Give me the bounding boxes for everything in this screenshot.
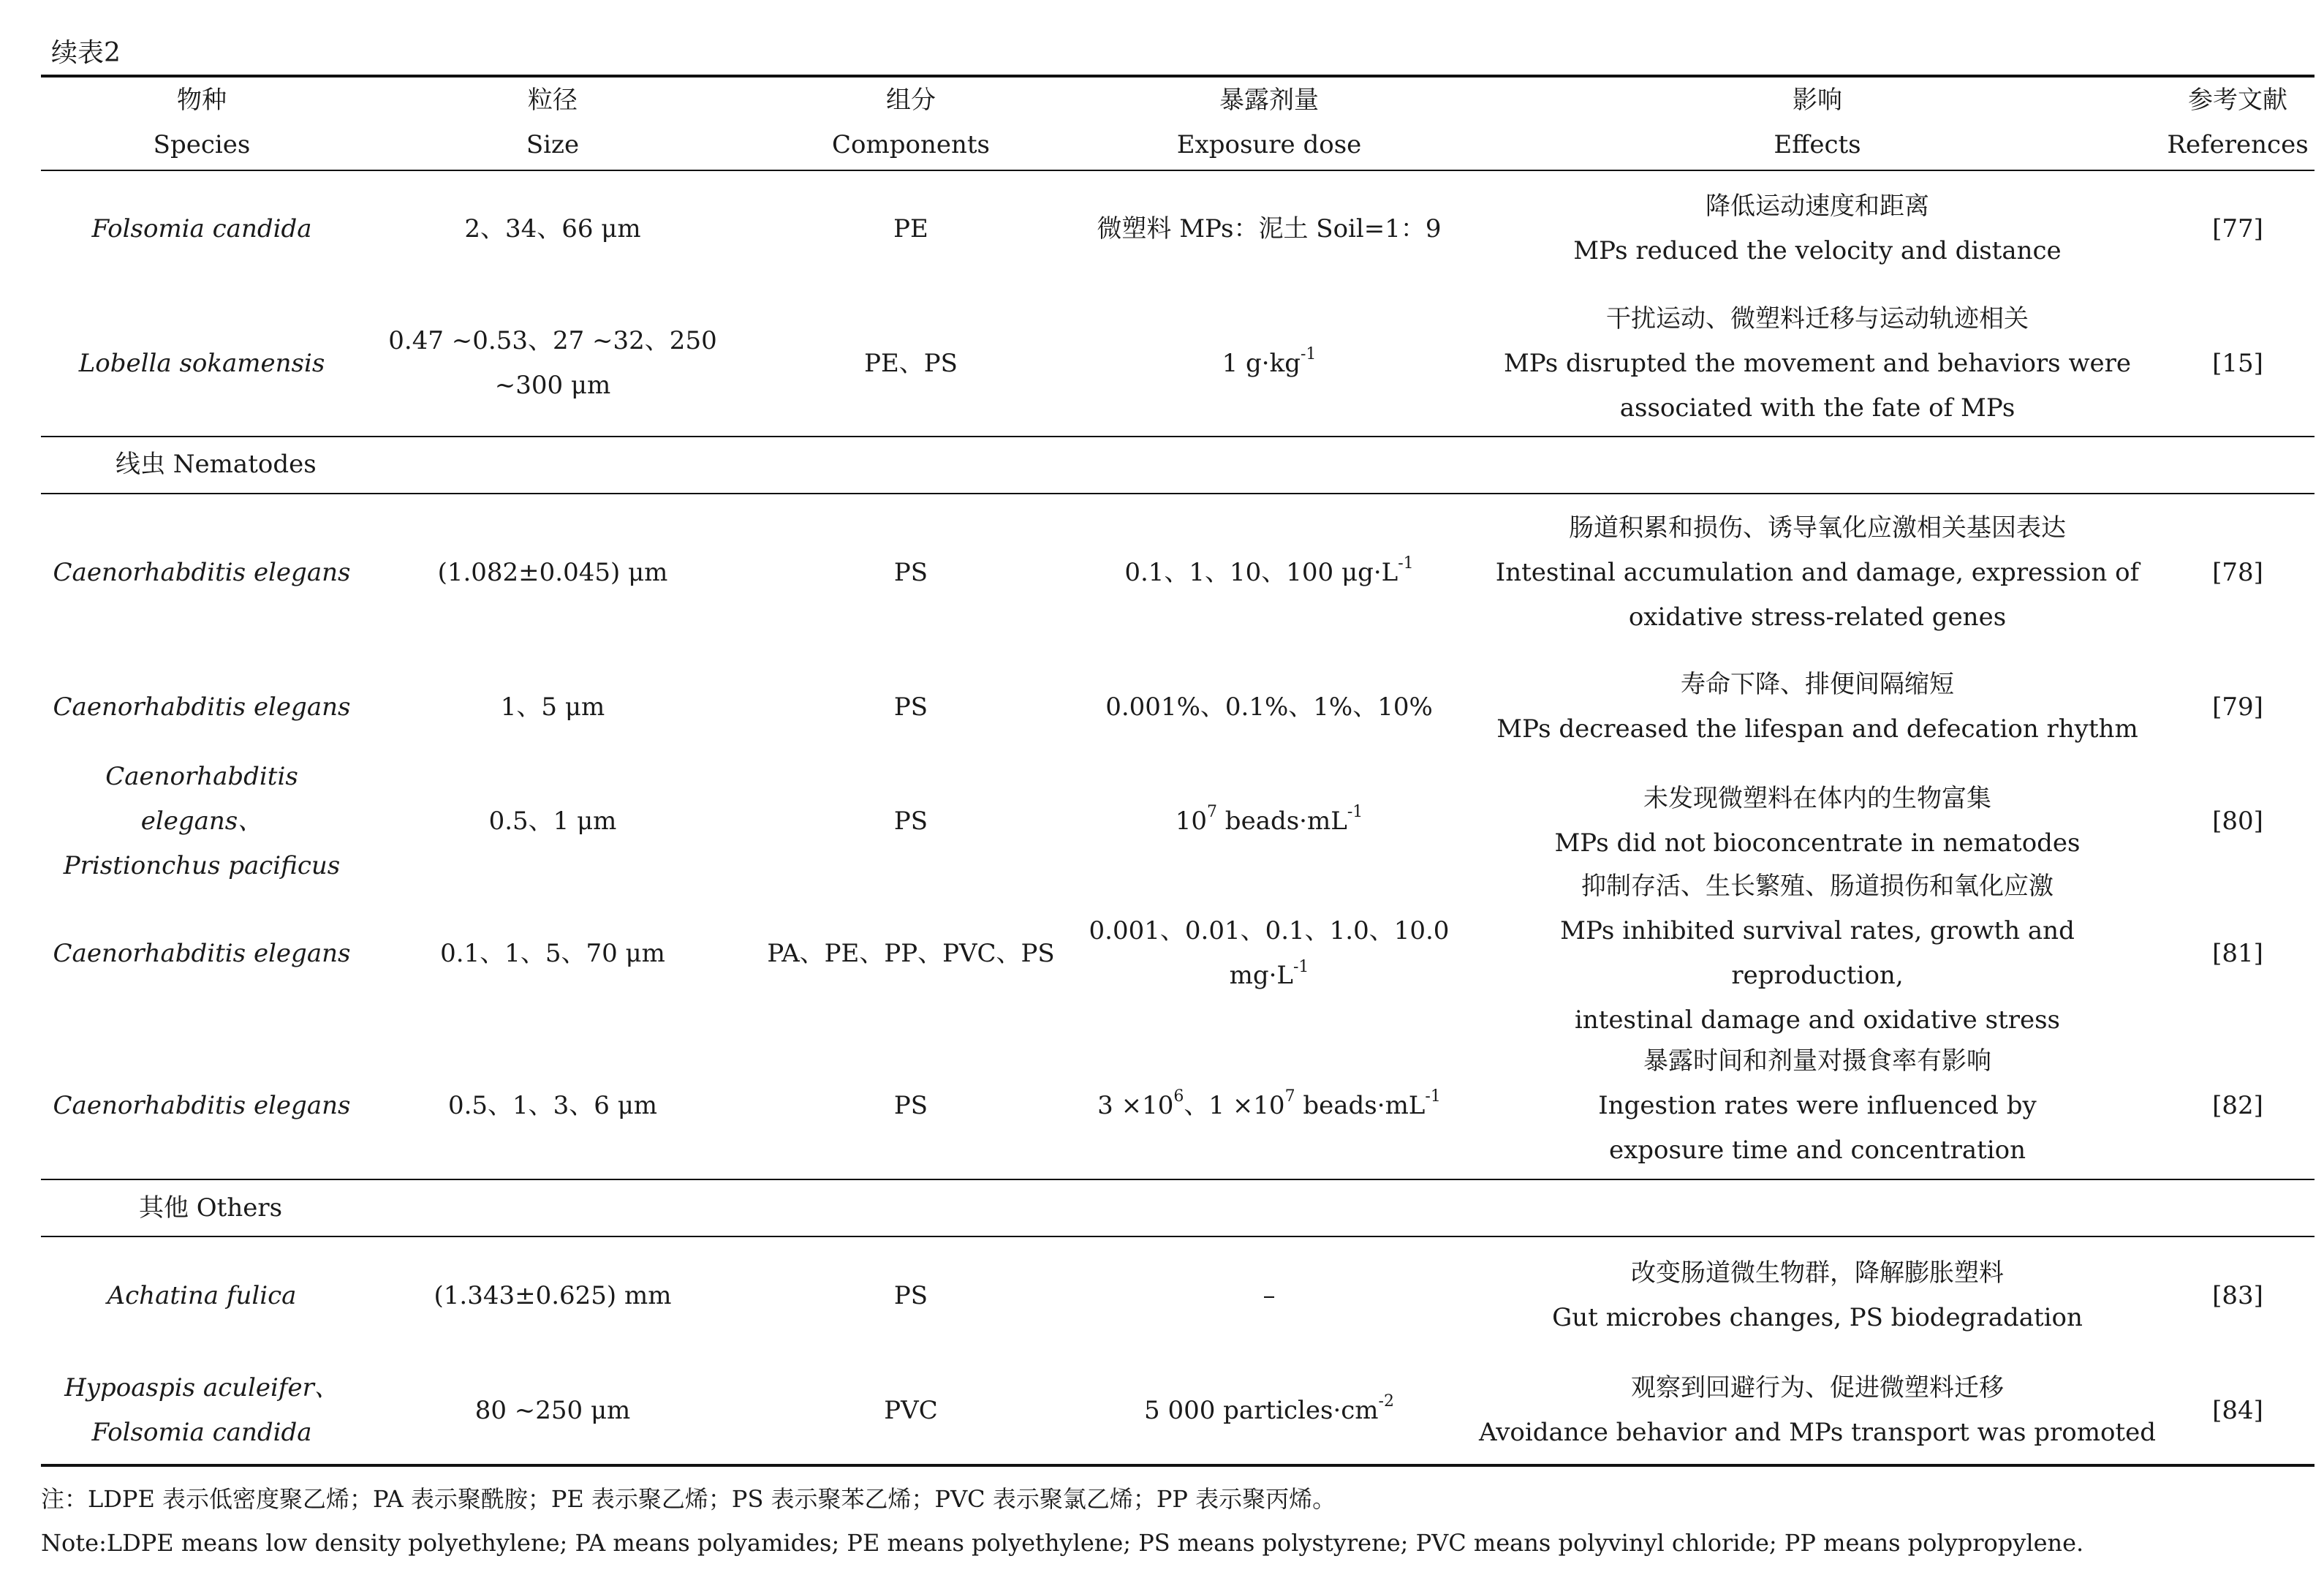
cell-size (363, 1250, 743, 1342)
cell-text: Gut microbes changes, PS biodegradation (1552, 1303, 2083, 1332)
cell-species (41, 505, 363, 641)
cell-size (363, 775, 743, 867)
cell-text: Intestinal accumulation and damage, expression of (1495, 557, 2140, 587)
cell-text: 0.1、1、10、100 μg·L (1124, 557, 1398, 587)
cell-components (757, 1250, 1064, 1342)
cell-text: 80 ~250 μm (474, 1395, 631, 1425)
cell-text: PE、PS (864, 348, 958, 378)
cell-text: 0.1、1、5、70 μm (440, 938, 665, 968)
cell-text: associated with the fate of MPs (1619, 393, 2015, 423)
cell-text: MPs did not bioconcentrate in nematodes (1554, 828, 2081, 858)
section-label-nematodes: 线虫 Nematodes (116, 450, 317, 479)
cell-components (757, 661, 1064, 753)
cell-text: 暴露时间和剂量对摄食率有影响 (1643, 1046, 1991, 1076)
superscript: -1 (1292, 957, 1309, 976)
cell-reference (2161, 1364, 2314, 1457)
cell-text: PS (893, 806, 928, 836)
cell-text: – (1263, 1280, 1276, 1310)
cell-text: [80] (2212, 806, 2263, 836)
cell-text: 0.5、1 μm (488, 806, 617, 836)
cell-species (41, 183, 363, 275)
cell-text: exposure time and concentration (1608, 1135, 2026, 1165)
section-rule (41, 1179, 2314, 1180)
table-note-en: Note:LDPE means low density polyethylene; PA means polyamides; PE means polyethylene; PS means polystyrene; PVC means polyvinyl chloride; PP means polypropylene. (41, 1529, 2084, 1557)
cell-text: Avoidance behavior and MPs transport was promoted (1479, 1418, 2156, 1447)
superscript: -1 (1300, 345, 1317, 364)
cell-reference (2161, 505, 2314, 641)
cell-text: 2、34、66 μm (464, 214, 641, 243)
header-zh: 参考文献 (2188, 86, 2287, 115)
cell-text: MPs inhibited survival rates, growth and reproduction, (1560, 916, 2075, 990)
cell-reference (2161, 295, 2314, 431)
cell-components (757, 1038, 1064, 1174)
cell-text: PE (893, 214, 928, 243)
cell-size (363, 295, 743, 431)
cell-text: 未发现微塑料在体内的生物富集 (1643, 784, 1991, 813)
cell-text: Lobella sokamensis (78, 348, 325, 378)
superscript: -1 (1398, 554, 1414, 573)
cell-effects (1474, 183, 2161, 275)
superscript: -1 (1347, 803, 1363, 822)
header-en: Exposure dose (1176, 130, 1362, 159)
cell-text (1176, 799, 1363, 844)
cell-text: 0.47 ~0.53、27 ~32、250 ~300 μm (388, 326, 717, 400)
cell-reference (2161, 661, 2314, 753)
superscript: -2 (1378, 1392, 1394, 1411)
cell-components (757, 885, 1064, 1022)
table-caption: 续表2 (51, 38, 121, 68)
cell-reference (2161, 1250, 2314, 1342)
superscript: -1 (1425, 1087, 1441, 1106)
cell-effects (1474, 661, 2161, 753)
cell-text: 微塑料 MPs：泥土 Soil=1：9 (1097, 214, 1442, 243)
cell-text: (1.082±0.045) μm (437, 557, 668, 587)
header-en: Size (526, 130, 580, 159)
cell-effects (1474, 1364, 2161, 1457)
cell-reference (2161, 775, 2314, 867)
cell-text: PVC (884, 1395, 938, 1425)
cell-text: 观察到回避行为、促进微塑料迁移 (1631, 1373, 2004, 1402)
cell-text (1097, 1084, 1441, 1128)
cell-effects (1474, 872, 2161, 1035)
cell-effects (1474, 505, 2161, 641)
cell-dose (1064, 295, 1474, 431)
superscript: 6 (1173, 1087, 1184, 1106)
cell-dose (1064, 775, 1474, 867)
cell-dose (1064, 885, 1474, 1022)
section-rule (41, 436, 2314, 437)
cell-text: 寿命下降、排便间隔缩短 (1681, 670, 1954, 699)
bottom-rule (41, 1464, 2314, 1467)
header-en: Species (153, 130, 251, 159)
cell-dose (1064, 1250, 1474, 1342)
header-zh: 暴露剂量 (1219, 86, 1319, 115)
cell-size (363, 1364, 743, 1457)
cell-species (41, 1250, 363, 1342)
cell-text (1064, 909, 1474, 998)
header-zh: 物种 (177, 86, 227, 115)
cell-text: Caenorhabditis elegans (53, 938, 351, 968)
cell-text: Caenorhabditis elegans (53, 557, 351, 587)
cell-text: [15] (2212, 348, 2263, 378)
header-zh: 粒径 (528, 86, 578, 115)
cell-size (363, 183, 743, 275)
cell-size (363, 661, 743, 753)
cell-text: Hypoaspis aculeifer、 (64, 1373, 339, 1402)
cell-reference (2161, 183, 2314, 275)
cell-species (41, 885, 363, 1022)
cell-text: 5 000 particles·cm (1144, 1395, 1379, 1425)
cell-species (41, 661, 363, 753)
cell-effects (1474, 1038, 2161, 1174)
cell-species (41, 1038, 363, 1174)
cell-text: PS (893, 557, 928, 587)
cell-text: 肠道积累和损伤、诱导氧化应激相关基因表达 (1569, 513, 2066, 543)
cell-text: Ingestion rates were influenced by (1598, 1090, 2037, 1120)
section-rule (41, 493, 2314, 494)
cell-text: PA、PE、PP、PVC、PS (767, 938, 1055, 968)
cell-text: [84] (2212, 1395, 2263, 1425)
cell-reference (2161, 1038, 2314, 1174)
cell-text: 抑制存活、生长繁殖、肠道损伤和氧化应激 (1581, 872, 2054, 901)
cell-text: 、1 ×10 (1184, 1090, 1285, 1120)
header-size (363, 78, 743, 168)
header-dose (1064, 78, 1474, 168)
cell-text (1124, 551, 1413, 595)
header-zh: 组分 (886, 86, 936, 115)
cell-text: 10 (1175, 806, 1207, 836)
cell-components (757, 1364, 1064, 1457)
cell-dose (1064, 661, 1474, 753)
cell-text: Folsomia candida (91, 1418, 312, 1447)
cell-text: oxidative stress-related genes (1628, 602, 2007, 632)
cell-components (757, 295, 1064, 431)
cell-text: PS (893, 1280, 928, 1310)
header-components (757, 78, 1064, 168)
cell-species (41, 295, 363, 431)
cell-text: 3 ×10 (1097, 1090, 1174, 1120)
header-species (41, 78, 363, 168)
header-en: References (2167, 130, 2309, 159)
cell-text: 1 g·kg (1222, 348, 1301, 378)
header-en: Components (832, 130, 990, 159)
header-references (2161, 78, 2314, 168)
cell-text (1144, 1389, 1394, 1433)
cell-text: 改变肠道微生物群，降解膨胀塑料 (1631, 1258, 2004, 1288)
cell-text: [78] (2212, 557, 2263, 587)
cell-text: [79] (2212, 692, 2263, 722)
cell-text: 0.001%、0.1%、1%、10% (1105, 692, 1433, 722)
cell-text: PS (893, 1090, 928, 1120)
superscript: 7 (1284, 1087, 1295, 1106)
cell-text: PS (893, 692, 928, 722)
cell-size (363, 885, 743, 1022)
cell-text: [83] (2212, 1280, 2263, 1310)
cell-text: MPs reduced the velocity and distance (1573, 236, 2062, 265)
cell-species (41, 761, 363, 880)
section-rule (41, 1236, 2314, 1237)
cell-text: [77] (2212, 214, 2263, 243)
cell-effects (1474, 1250, 2161, 1342)
cell-text: intestinal damage and oxidative stress (1575, 1005, 2060, 1035)
cell-text: Pristionchus pacificus (63, 850, 341, 880)
cell-text: MPs disrupted the movement and behaviors were (1503, 348, 2132, 378)
cell-effects (1474, 295, 2161, 431)
table-note-zh: 注：LDPE 表示低密度聚乙烯；PA 表示聚酰胺；PE 表示聚乙烯；PS 表示聚苯乙烯；PVC 表示聚氯乙烯；PP 表示聚丙烯。 (41, 1485, 1336, 1513)
cell-text: Achatina fulica (107, 1280, 297, 1310)
cell-components (757, 183, 1064, 275)
header-en: Effects (1774, 130, 1861, 159)
header-rule (41, 170, 2314, 171)
cell-dose (1064, 505, 1474, 641)
cell-text: 干扰运动、微塑料迁移与运动轨迹相关 (1606, 303, 2029, 333)
cell-text: (1.343±0.625) mm (434, 1280, 672, 1310)
cell-dose (1064, 1364, 1474, 1457)
cell-text (1222, 341, 1317, 386)
cell-text: [81] (2212, 938, 2263, 968)
superscript: 7 (1207, 803, 1217, 822)
cell-text: 1、5 μm (500, 692, 605, 722)
cell-text: beads·mL (1295, 1090, 1426, 1120)
cell-reference (2161, 885, 2314, 1022)
cell-text: 降低运动速度和距离 (1706, 192, 1929, 221)
cell-dose (1064, 1038, 1474, 1174)
cell-text: Caenorhabditis elegans (53, 1090, 351, 1120)
cell-text: beads·mL (1217, 806, 1347, 836)
cell-components (757, 775, 1064, 867)
cell-species (41, 1364, 363, 1457)
cell-text: 0.5、1、3、6 μm (447, 1090, 658, 1120)
cell-text: Folsomia candida (91, 214, 312, 243)
cell-text: Caenorhabditis elegans、 (105, 761, 298, 836)
cell-effects (1474, 775, 2161, 867)
cell-text: 0.001、0.01、0.1、1.0、10.0 mg·L (1089, 916, 1450, 990)
cell-dose (1064, 183, 1474, 275)
section-label-others: 其他 Others (139, 1193, 283, 1223)
cell-components (757, 505, 1064, 641)
cell-text: Caenorhabditis elegans (53, 692, 351, 722)
cell-size (363, 505, 743, 641)
cell-size (363, 1038, 743, 1174)
cell-text: MPs decreased the lifespan and defecation rhythm (1496, 714, 2138, 744)
header-effects (1474, 78, 2161, 168)
header-zh: 影响 (1793, 86, 1842, 115)
cell-text: [82] (2212, 1090, 2263, 1120)
